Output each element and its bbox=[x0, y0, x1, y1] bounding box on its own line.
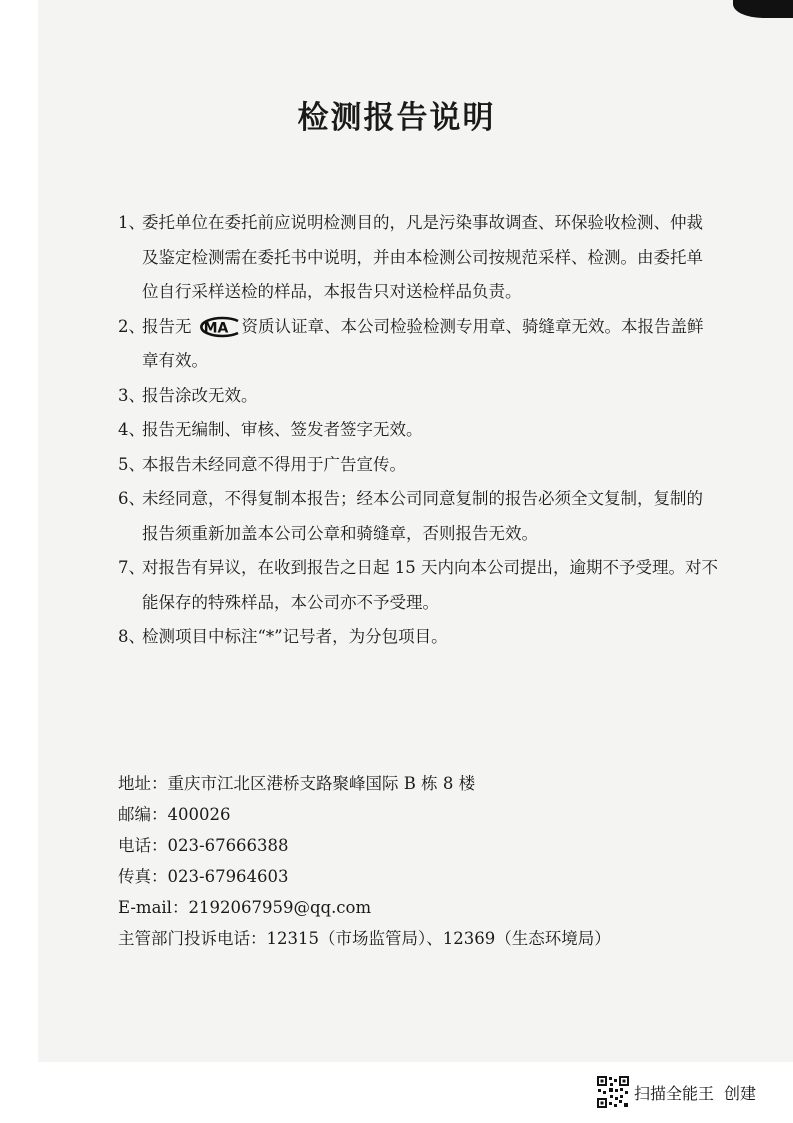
list-item bbox=[118, 310, 718, 379]
item-number: 3、 bbox=[118, 385, 145, 405]
item-text-after-logo: 资质认证章、本公司检验检测专用章、骑缝章无效。本报告盖鲜章有效。 bbox=[142, 316, 704, 370]
contact-fax: 传真：023-67964603 bbox=[118, 867, 289, 886]
item-text-before-logo: 报告无 bbox=[142, 316, 192, 336]
item-text: 本报告未经同意不得用于广告宣传。 bbox=[142, 454, 406, 474]
list-item bbox=[118, 620, 718, 655]
list-item bbox=[118, 448, 718, 483]
page-title: 检测报告说明 bbox=[297, 100, 496, 136]
item-number: 1、 bbox=[118, 213, 145, 232]
contact-address: 地址：重庆市江北区港桥支路聚峰国际 B 栋 8 楼 bbox=[118, 774, 476, 793]
item-text: 对报告有异议，在收到报告之日起 15 天内向本公司提出，逾期不予受理。对不能保存的特殊样品，本公司亦不予受理。 bbox=[142, 558, 718, 612]
notes-list bbox=[118, 206, 718, 655]
contact-email: E-mail：2192067959@qq.com bbox=[118, 898, 372, 917]
item-text: 报告涂改无效。 bbox=[142, 385, 258, 405]
item-text: 报告无编制、审核、签发者签字无效。 bbox=[142, 420, 423, 439]
cma-logo-text: MA bbox=[203, 320, 228, 337]
list-item bbox=[118, 206, 718, 310]
item-number: 7、 bbox=[118, 558, 145, 577]
scanner-watermark bbox=[596, 1074, 756, 1110]
item-text: 委托单位在委托前应说明检测目的，凡是污染事故调查、环保验收检测、仲裁及鉴定检测需在委托书中说明，并由本检测公司按规范采样、检测。由委托单位自行采样送检的样品，本报告只对送检样品负责。 bbox=[142, 213, 703, 301]
contact-phone: 电话：023-67666388 bbox=[118, 836, 289, 855]
item-text: 检测项目中标注“*”记号者，为分包项目。 bbox=[142, 627, 448, 646]
scanner-app-name: 扫描全能王 bbox=[634, 1083, 715, 1103]
contact-info bbox=[118, 768, 611, 954]
item-number: 6、 bbox=[118, 489, 145, 508]
item-number: 2、 bbox=[118, 316, 145, 336]
qr-code-icon bbox=[596, 1075, 630, 1109]
scanner-created-label: 创建 bbox=[724, 1083, 757, 1103]
contact-complaint-phone: 主管部门投诉电话：12315（市场监管局）、12369（生态环境局） bbox=[118, 929, 611, 948]
list-item bbox=[118, 551, 718, 620]
item-number: 4、 bbox=[118, 420, 145, 439]
contact-postcode: 邮编：400026 bbox=[118, 805, 231, 824]
cma-certification-icon bbox=[194, 316, 240, 338]
item-number: 5、 bbox=[118, 454, 145, 474]
list-item bbox=[118, 482, 718, 551]
list-item bbox=[118, 379, 718, 414]
item-number: 8、 bbox=[118, 627, 145, 646]
list-item bbox=[118, 413, 718, 448]
item-text: 未经同意，不得复制本报告；经本公司同意复制的报告必须全文复制，复制的报告须重新加盖本公司公章和骑缝章，否则报告无效。 bbox=[142, 489, 703, 543]
